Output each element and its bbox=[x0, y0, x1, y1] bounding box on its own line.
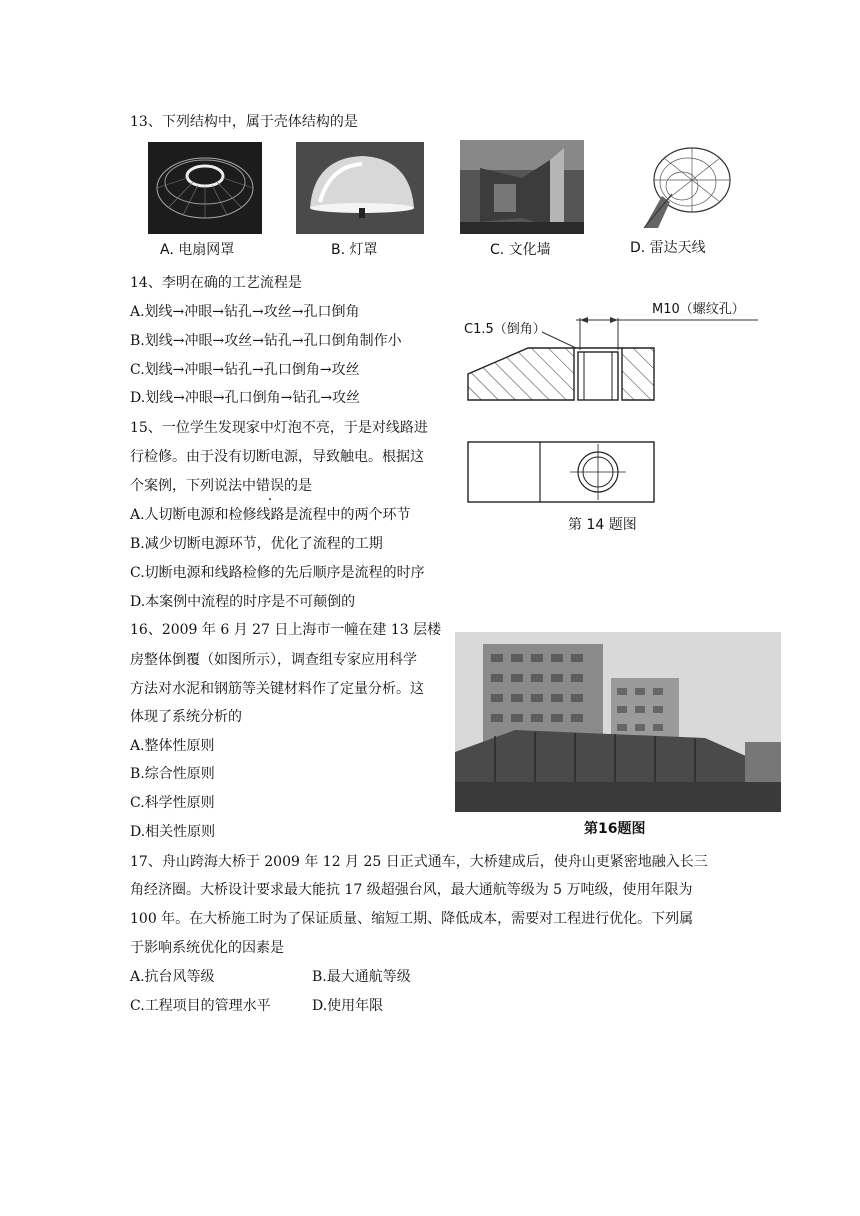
q13-image-radar-antenna bbox=[614, 136, 738, 232]
q13-option-b: B. 灯罩 bbox=[331, 242, 378, 258]
q17-stem-line-2: 角经济圈。大桥设计要求最大能抗 17 级超强台风，最大通航等级为 5 万吨级，使用年限为 bbox=[130, 882, 693, 898]
q14-figure bbox=[458, 292, 778, 508]
q15-stem-line-1: 15、一位学生发现家中灯泡不亮，于是对线路进 bbox=[130, 420, 428, 436]
q15-option-c: C.切断电源和线路检修的先后顺序是流程的时序 bbox=[130, 565, 425, 581]
q15-stem-line-2: 行检修。由于没有切断电源，导致触电。根据这 bbox=[130, 449, 424, 465]
q13-stem: 13、下列结构中，属于壳体结构的是 bbox=[130, 114, 358, 130]
q17-option-b: B.最大通航等级 bbox=[312, 969, 411, 985]
q13-image-culture-wall bbox=[460, 140, 584, 234]
q15-option-a: A.人切断电源和检修线路是流程中的两个环节 bbox=[130, 507, 411, 523]
q16-caption: 第16题图 bbox=[584, 821, 646, 837]
q16-option-d: D.相关性原则 bbox=[130, 824, 216, 840]
q17-option-c: C.工程项目的管理水平 bbox=[130, 998, 271, 1014]
q16-stem-line-1: 16、2009 年 6 月 27 日上海市一幢在建 13 层楼 bbox=[130, 622, 442, 638]
q14-option-b: B.划线→冲眼→攻丝→钻孔→孔口倒角制作小 bbox=[130, 333, 402, 349]
q16-stem-line-4: 体现了系统分析的 bbox=[130, 709, 242, 725]
q16-option-b: B.综合性原则 bbox=[130, 766, 215, 782]
q13-image-fan-cover bbox=[148, 142, 262, 234]
q13-option-c: C. 文化墙 bbox=[490, 242, 551, 258]
q17-stem-line-1: 17、舟山跨海大桥于 2009 年 12 月 25 日正式通车，大桥建成后，使舟山更紧密地融入长三 bbox=[130, 854, 708, 870]
q16-stem-line-3: 方法对水泥和钢筋等关键材料作了定量分析。这 bbox=[130, 681, 424, 697]
q15-stem-part-a: 个案例，下列说法中 bbox=[130, 478, 256, 494]
q14-label-m10: M10（螺纹孔） bbox=[652, 302, 745, 317]
q14-caption: 第 14 题图 bbox=[568, 517, 637, 533]
q15-stem-part-c: 的是 bbox=[284, 478, 312, 494]
q13-option-d: D. 雷达天线 bbox=[630, 240, 706, 256]
q17-stem-line-3: 100 年。在大桥施工时为了保证质量、缩短工期、降低成本，需要对工程进行优化。下列属 bbox=[130, 911, 694, 927]
q15-stem-line-3 bbox=[130, 476, 312, 496]
q16-stem-line-2: 房整体倒覆（如图所示），调查组专家应用科学 bbox=[130, 652, 417, 668]
q17-option-d: D.使用年限 bbox=[312, 998, 384, 1014]
q14-option-a: A.划线→冲眼→钻孔→攻丝→孔口倒角 bbox=[130, 304, 360, 320]
q16-option-a: A.整体性原则 bbox=[130, 738, 215, 754]
q16-option-c: C.科学性原则 bbox=[130, 795, 215, 811]
q15-option-b: B.减少切断电源环节，优化了流程的工期 bbox=[130, 536, 383, 552]
q13-image-lampshade bbox=[296, 142, 424, 234]
q17-stem-line-4: 于影响系统优化的因素是 bbox=[130, 940, 284, 956]
q16-image-collapsed-building bbox=[455, 632, 781, 812]
q14-stem: 14、李明在确的工艺流程是 bbox=[130, 275, 302, 291]
q15-option-d: D.本案例中流程的时序是不可颠倒的 bbox=[130, 594, 356, 610]
q14-option-d: D.划线→冲眼→孔口倒角→钻孔→攻丝 bbox=[130, 390, 361, 406]
q17-option-a: A.抗台风等级 bbox=[130, 969, 215, 985]
q14-option-c: C.划线→冲眼→钻孔→孔口倒角→攻丝 bbox=[130, 362, 360, 378]
q15-stem-emphasis: 错误 bbox=[256, 478, 284, 494]
q14-label-c15: C1.5（倒角） bbox=[464, 322, 546, 337]
q13-option-a: A. 电扇网罩 bbox=[160, 242, 235, 258]
